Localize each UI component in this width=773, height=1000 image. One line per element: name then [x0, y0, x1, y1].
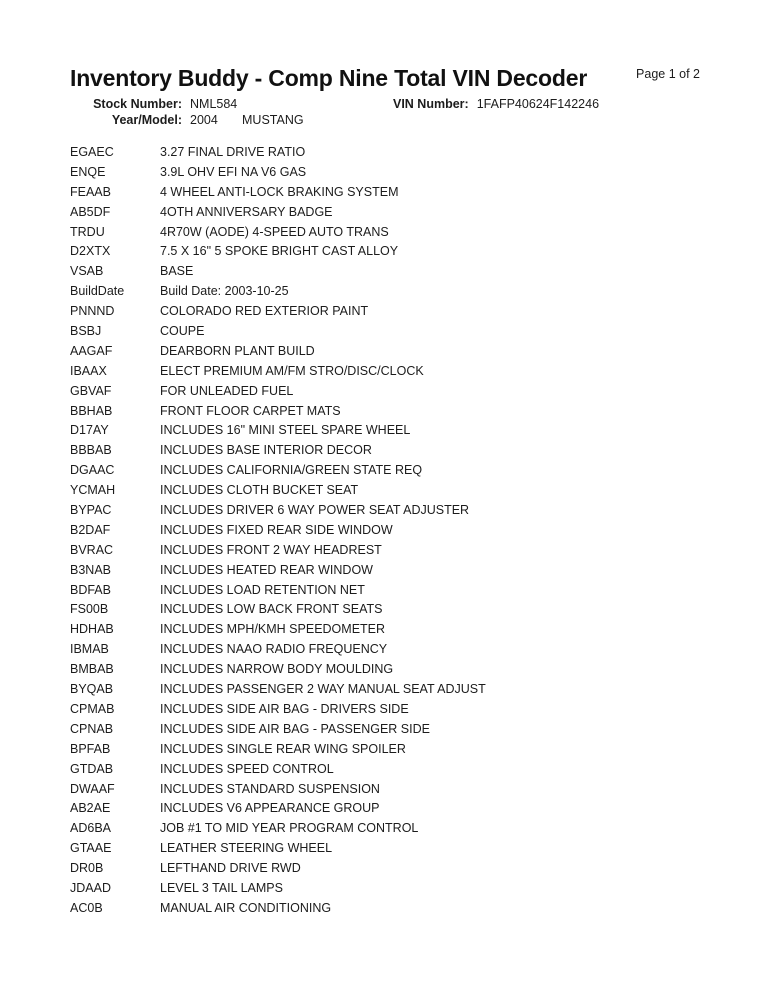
option-description: INCLUDES FRONT 2 WAY HEADREST	[160, 542, 382, 557]
option-description: LEVEL 3 TAIL LAMPS	[160, 880, 283, 895]
option-code: TRDU	[70, 224, 105, 239]
table-row	[70, 799, 773, 819]
option-description: Build Date: 2003-10-25	[160, 284, 289, 299]
table-row	[70, 481, 773, 501]
option-code: DWAAF	[70, 781, 115, 796]
option-code: D17AY	[70, 423, 109, 438]
option-description: LEATHER STEERING WHEEL	[160, 841, 333, 856]
table-row	[70, 183, 773, 203]
vin-number-label: VIN Number:	[393, 97, 469, 111]
table-row	[70, 441, 773, 461]
year-model-row	[70, 112, 773, 128]
table-row	[70, 242, 773, 262]
option-code: BBHAB	[70, 403, 113, 418]
option-code: PNNND	[70, 304, 115, 319]
option-description: COLORADO RED EXTERIOR PAINT	[160, 304, 369, 319]
table-row	[70, 620, 773, 640]
option-code: YCMAH	[70, 483, 116, 498]
option-description: 4 WHEEL ANTI-LOCK BRAKING SYSTEM	[160, 184, 399, 199]
options-list	[0, 143, 773, 919]
table-row	[70, 302, 773, 322]
option-code: GTAAE	[70, 841, 112, 856]
option-code: BMBAB	[70, 662, 114, 677]
table-row	[70, 700, 773, 720]
table-row	[70, 760, 773, 780]
option-description: 4OTH ANNIVERSARY BADGE	[160, 204, 333, 219]
option-description: INCLUDES SINGLE REAR WING SPOILER	[160, 741, 406, 756]
table-row	[70, 421, 773, 441]
table-row	[70, 581, 773, 601]
option-description: INCLUDES CLOTH BUCKET SEAT	[160, 483, 359, 498]
table-row	[70, 600, 773, 620]
option-code: B3NAB	[70, 562, 111, 577]
option-code: IBAAX	[70, 363, 107, 378]
option-code: BYPAC	[70, 503, 112, 518]
option-code: EGAEC	[70, 145, 114, 159]
year-value: 2004	[190, 113, 218, 127]
table-row	[70, 342, 773, 362]
option-description: INCLUDES BASE INTERIOR DECOR	[160, 443, 372, 458]
report-header	[0, 0, 773, 92]
option-description: FRONT FLOOR CARPET MATS	[160, 403, 341, 418]
option-code: ENQE	[70, 164, 106, 179]
option-description: INCLUDES PASSENGER 2 WAY MANUAL SEAT ADJUST	[160, 682, 486, 697]
option-description: INCLUDES NARROW BODY MOULDING	[160, 662, 394, 677]
stock-number-value: NML584	[190, 97, 238, 111]
table-row	[70, 680, 773, 700]
option-code: BBBAB	[70, 443, 112, 458]
table-row	[70, 640, 773, 660]
option-description: 3.9L OHV EFI NA V6 GAS	[160, 164, 307, 179]
option-description: ELECT PREMIUM AM/FM STRO/DISC/CLOCK	[160, 363, 424, 378]
page-number-indicator: Page 1 of 2	[636, 67, 700, 81]
option-code: DR0B	[70, 861, 104, 876]
option-code: D2XTX	[70, 244, 111, 259]
table-row	[70, 143, 773, 163]
option-code: JDAAD	[70, 880, 111, 895]
option-description: INCLUDES MPH/KMH SPEEDOMETER	[160, 622, 386, 637]
table-row	[70, 879, 773, 899]
option-code: BDFAB	[70, 582, 111, 597]
option-code: GBVAF	[70, 383, 112, 398]
page-title: Inventory Buddy - Comp Nine Total VIN Decoder	[70, 65, 588, 91]
option-code: B2DAF	[70, 522, 111, 537]
stock-vin-row	[70, 96, 773, 112]
table-row	[70, 362, 773, 382]
table-row	[70, 561, 773, 581]
year-model-label: Year/Model:	[111, 113, 182, 127]
table-row	[70, 501, 773, 521]
table-row	[70, 780, 773, 800]
stock-number-label: Stock Number:	[93, 97, 182, 111]
option-code: AB5DF	[70, 204, 111, 219]
table-row	[70, 282, 773, 302]
option-description: INCLUDES CALIFORNIA/GREEN STATE REQ	[160, 463, 423, 478]
option-description: INCLUDES DRIVER 6 WAY POWER SEAT ADJUSTER	[160, 503, 470, 518]
table-row	[70, 541, 773, 561]
table-row	[70, 859, 773, 879]
option-code: HDHAB	[70, 622, 114, 637]
option-code: BSBJ	[70, 324, 102, 339]
table-row	[70, 402, 773, 422]
table-row	[70, 899, 773, 919]
vin-number-value: 1FAFP40624F142246	[476, 97, 600, 111]
option-description: INCLUDES SPEED CONTROL	[160, 761, 334, 776]
table-row	[70, 521, 773, 541]
option-description: COUPE	[160, 324, 205, 339]
table-row	[70, 223, 773, 243]
table-row	[70, 740, 773, 760]
vehicle-meta-section	[0, 96, 773, 128]
table-row	[70, 461, 773, 481]
option-code: FS00B	[70, 602, 109, 617]
table-row	[70, 382, 773, 402]
option-description: 7.5 X 16" 5 SPOKE BRIGHT CAST ALLOY	[160, 244, 399, 259]
option-code: AC0B	[70, 900, 103, 915]
option-code: BuildDate	[70, 284, 125, 299]
table-row	[70, 203, 773, 223]
table-row	[70, 322, 773, 342]
option-description: LEFTHAND DRIVE RWD	[160, 861, 301, 876]
option-code: AAGAF	[70, 343, 113, 358]
table-row	[70, 163, 773, 183]
table-row	[70, 262, 773, 282]
option-description: INCLUDES STANDARD SUSPENSION	[160, 781, 380, 796]
option-code: BVRAC	[70, 542, 114, 557]
option-description: DEARBORN PLANT BUILD	[160, 343, 315, 358]
option-code: CPMAB	[70, 701, 115, 716]
table-row	[70, 660, 773, 680]
option-description: INCLUDES FIXED REAR SIDE WINDOW	[160, 522, 393, 537]
option-description: INCLUDES 16" MINI STEEL SPARE WHEEL	[160, 423, 411, 438]
option-code: BPFAB	[70, 741, 111, 756]
option-code: DGAAC	[70, 463, 115, 478]
option-description: INCLUDES V6 APPEARANCE GROUP	[160, 801, 380, 816]
option-code: AB2AE	[70, 801, 111, 816]
option-description: INCLUDES SIDE AIR BAG - PASSENGER SIDE	[160, 721, 430, 736]
option-description: 4R70W (AODE) 4-SPEED AUTO TRANS	[160, 224, 389, 239]
option-description: MANUAL AIR CONDITIONING	[160, 900, 332, 915]
model-value: MUSTANG	[242, 113, 304, 127]
table-row	[70, 720, 773, 740]
option-description: 3.27 FINAL DRIVE RATIO	[160, 145, 306, 159]
option-description: BASE	[160, 264, 194, 279]
option-code: GTDAB	[70, 761, 114, 776]
option-description: FOR UNLEADED FUEL	[160, 383, 294, 398]
option-code: VSAB	[70, 264, 104, 279]
option-description: JOB #1 TO MID YEAR PROGRAM CONTROL	[160, 821, 419, 836]
option-code: BYQAB	[70, 682, 114, 697]
option-description: INCLUDES HEATED REAR WINDOW	[160, 562, 373, 577]
table-row	[70, 819, 773, 839]
option-description: INCLUDES NAAO RADIO FREQUENCY	[160, 642, 388, 657]
table-row	[70, 839, 773, 859]
option-code: IBMAB	[70, 642, 109, 657]
option-code: CPNAB	[70, 721, 114, 736]
option-description: INCLUDES SIDE AIR BAG - DRIVERS SIDE	[160, 701, 409, 716]
option-description: INCLUDES LOW BACK FRONT SEATS	[160, 602, 383, 617]
option-code: AD6BA	[70, 821, 111, 836]
option-code: FEAAB	[70, 184, 111, 199]
option-description: INCLUDES LOAD RETENTION NET	[160, 582, 365, 597]
